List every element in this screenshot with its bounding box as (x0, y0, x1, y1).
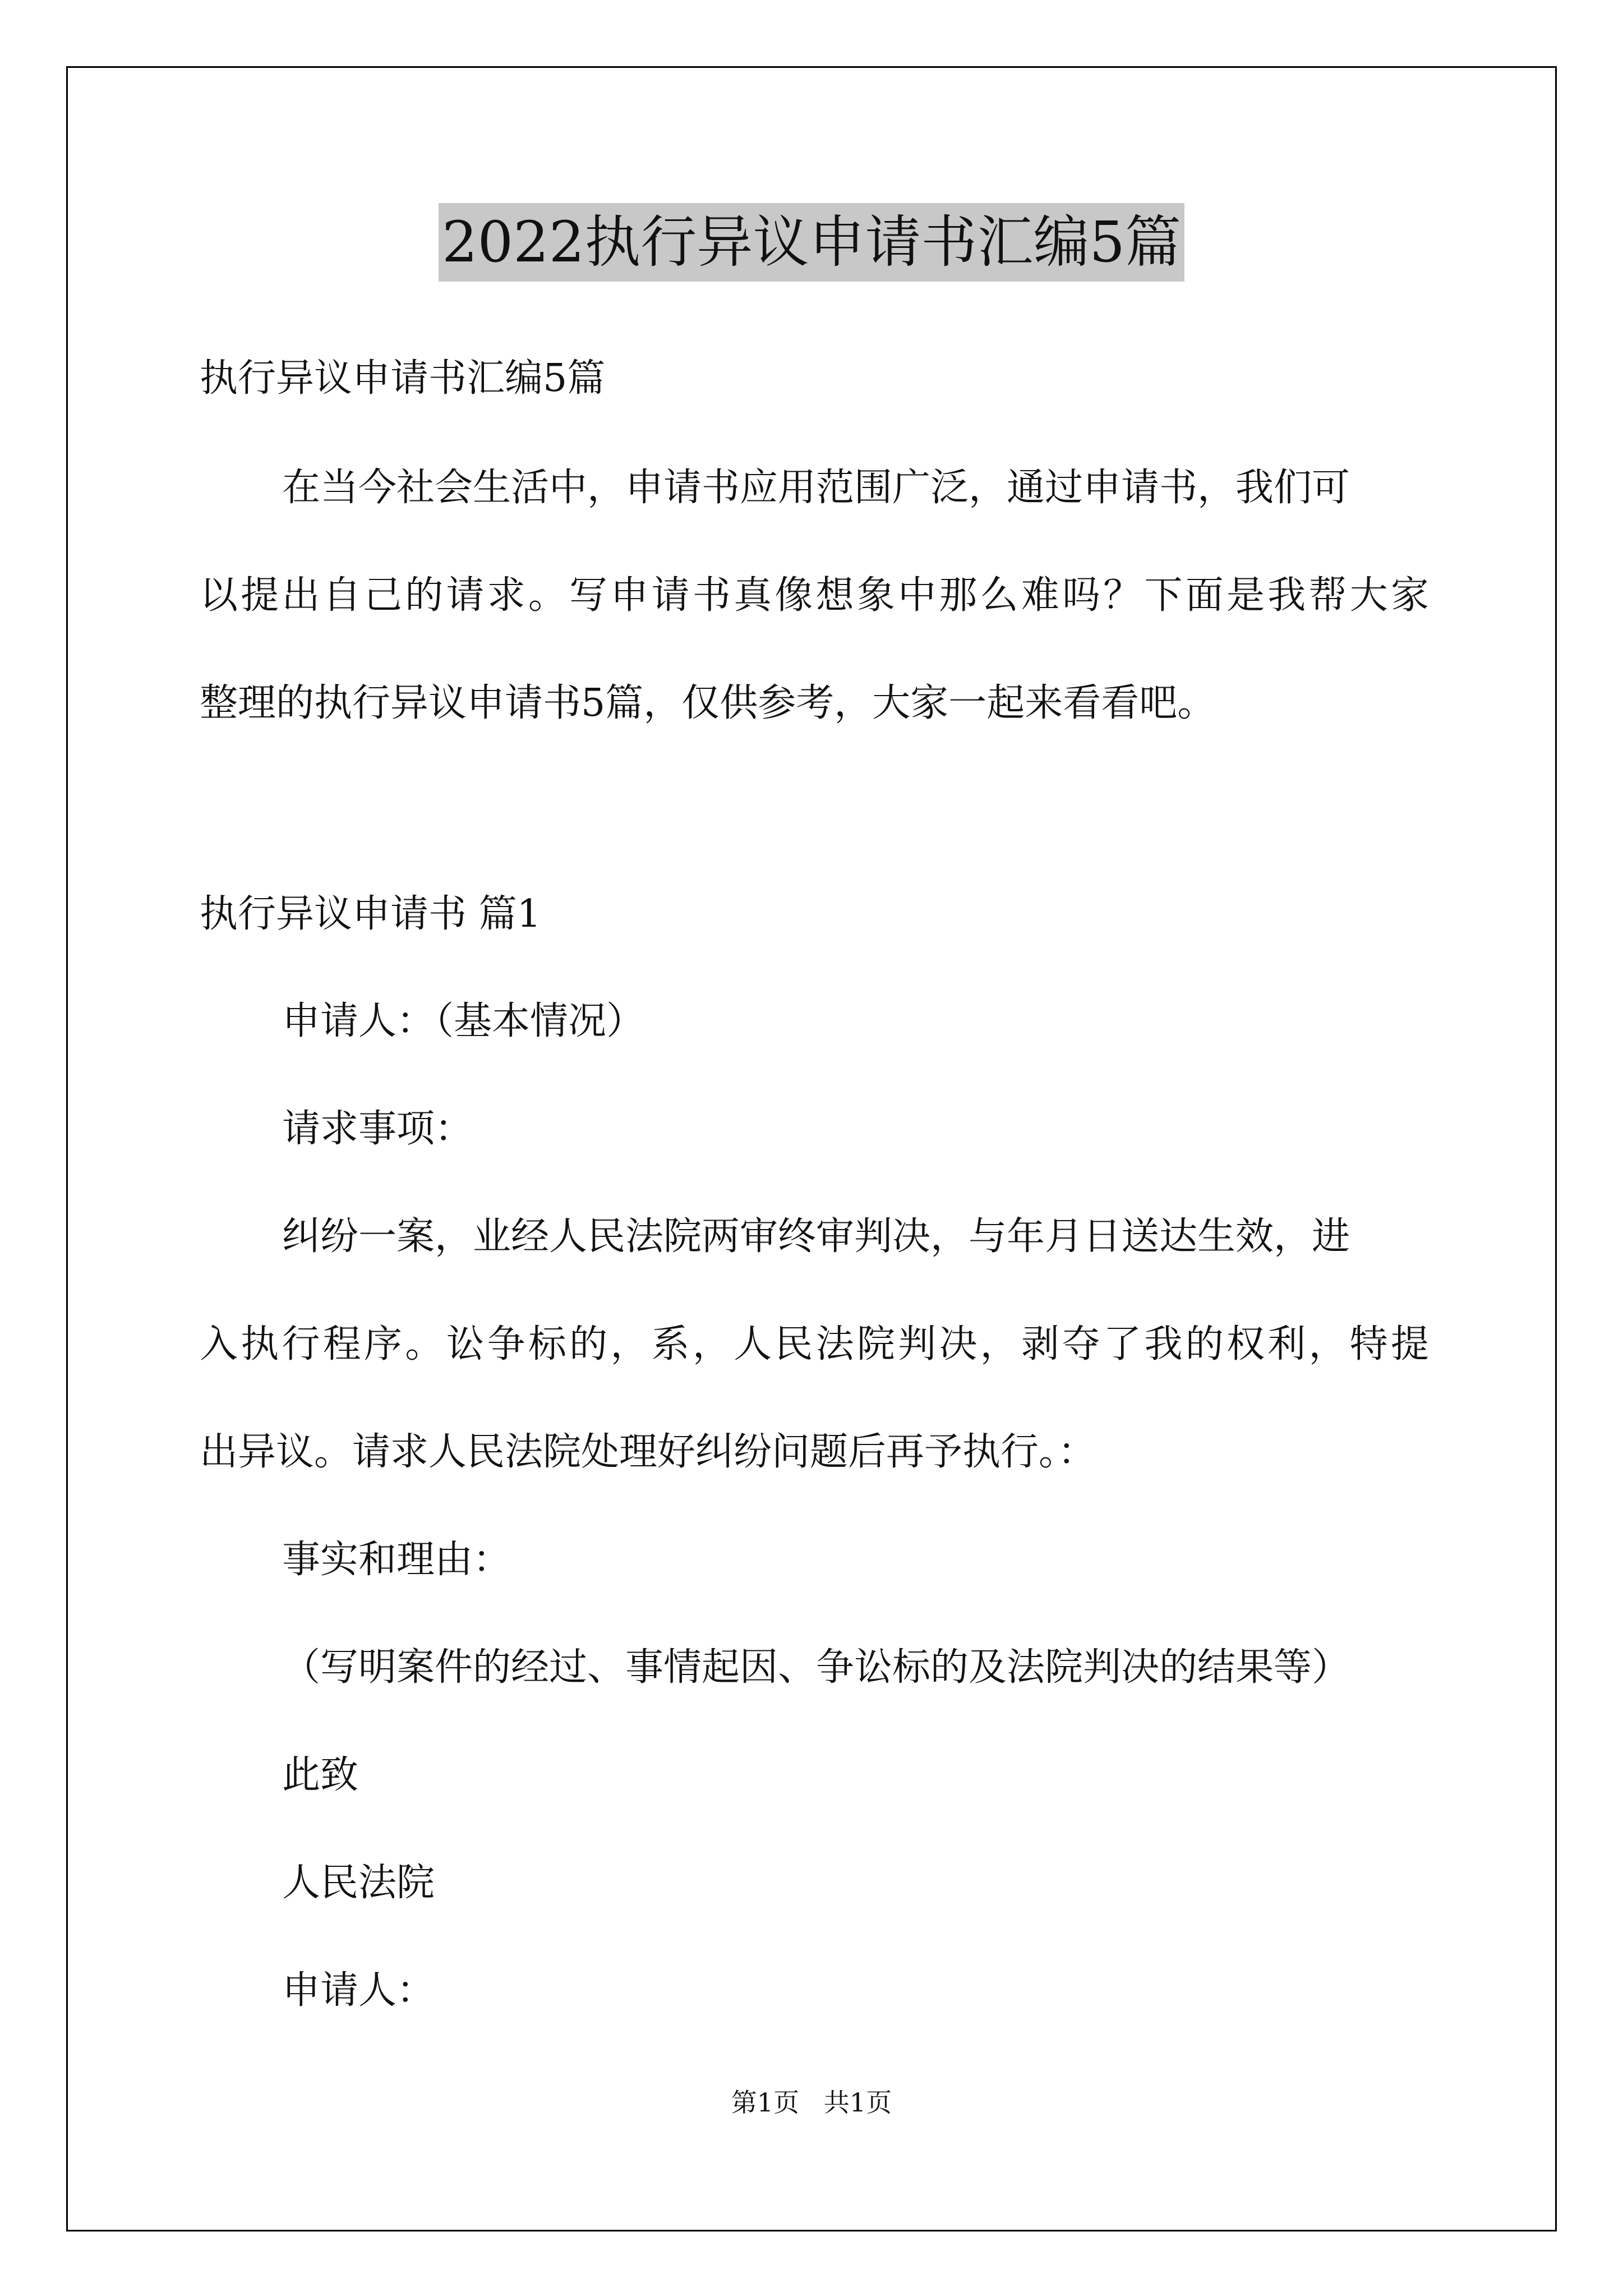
section-heading: 执行异议申请书 篇1 (200, 892, 541, 936)
page-footer: 第1页 共1页 (731, 2087, 892, 2118)
court-name-line: 人民法院 (282, 1861, 435, 1905)
intro-paragraph-line-3: 整理的执行异议申请书5篇，仅供参考，大家一起来看看吧。 (200, 681, 1216, 725)
request-paragraph-line-3: 出异议。请求人民法院处理好纠纷问题后再予执行。： (200, 1430, 1096, 1474)
facts-reasons-label: 事实和理由： (282, 1538, 511, 1582)
intro-paragraph-line-1: 在当今社会生活中，申请书应用范围广泛，通过申请书，我们可 (282, 466, 1350, 510)
subtitle-line: 执行异议申请书汇编5篇 (200, 356, 606, 401)
request-items-label: 请求事项： (282, 1107, 473, 1151)
request-paragraph-line-1: 纠纷一案，业经人民法院两审终审判决，与年月日送达生效，进 (282, 1214, 1350, 1259)
intro-paragraph-line-2: 以提出自己的请求。写申请书真像想象中那么难吗？下面是我帮大家 (200, 573, 1429, 618)
salutation-line: 此致 (282, 1753, 359, 1797)
request-paragraph-line-2: 入执行程序。讼争标的，系，人民法院判决，剥夺了我的权利，特提 (200, 1322, 1429, 1366)
facts-description-line: （写明案件的经过、事情起因、争讼标的及法院判决的结果等） (282, 1645, 1350, 1690)
applicant-info-line: 申请人：（基本情况） (282, 999, 645, 1043)
title-container (0, 203, 1623, 282)
applicant-signature-line: 申请人： (282, 1968, 435, 2013)
document-title: 2022执行异议申请书汇编5篇 (439, 203, 1184, 282)
